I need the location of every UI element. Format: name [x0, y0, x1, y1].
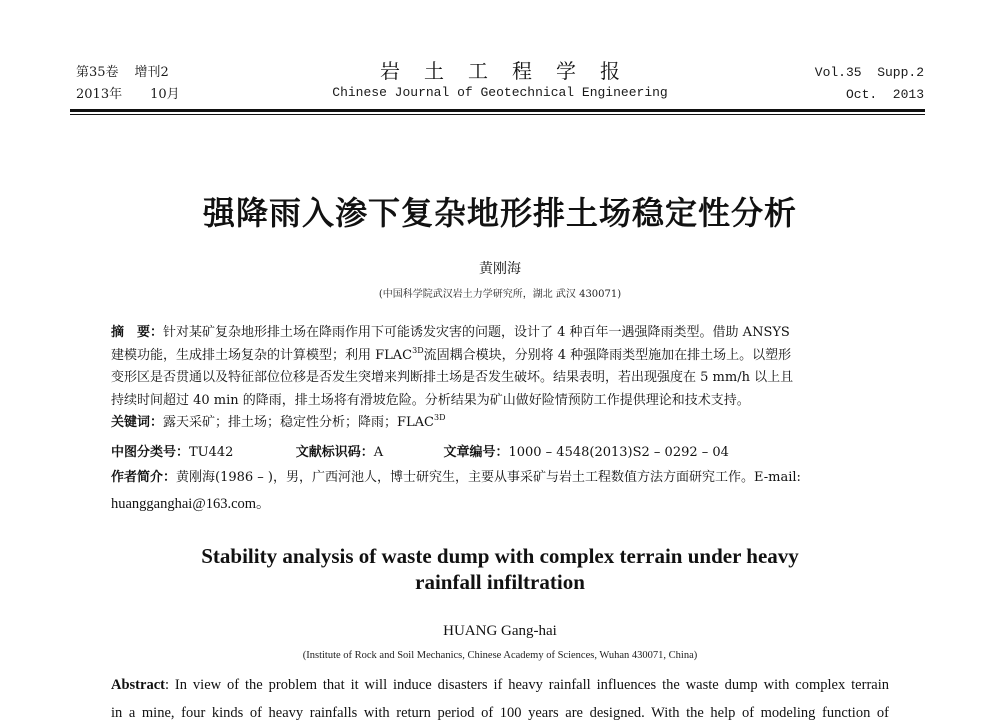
author-bio	[111, 465, 891, 517]
header-rule-thick	[70, 109, 925, 112]
abstract-label-cn: 摘 要：	[111, 325, 164, 340]
abstract-cn-line-2a: 建模功能，生成排土场复杂的计算模型；利用 FLAC	[111, 347, 413, 363]
journal-name-cn: 岩土工程学报	[380, 59, 644, 83]
classification-row	[111, 441, 729, 460]
author-en: HUANG Gang-hai	[443, 623, 557, 639]
keywords-cn: 露天采矿；排土场；稳定性分析；降雨；FLAC	[163, 415, 435, 430]
header-volume-info-en	[815, 62, 924, 106]
affiliation-en: (Institute of Rock and Soil Mechanics, Chinese Academy of Sciences, Wuhan 430071, China)	[302, 650, 698, 661]
header-volume-en: Vol.35 Supp.2	[814, 65, 924, 80]
superscript-3d: 3D	[412, 345, 424, 355]
keywords-superscript-3d: 3D	[434, 413, 446, 422]
header-volume-cn: 第35卷	[76, 65, 119, 80]
journal-name-en: Chinese Journal of Geotechnical Engineering	[332, 85, 668, 100]
article-title-en-line-2: rainfall infiltration	[415, 570, 585, 594]
abstract-en-line-1: : In view of the problem that it will induce disasters if heavy rainfall influences the waste dump with complex terrain	[164, 677, 889, 693]
article-title-en-line-1: Stability analysis of waste dump with complex terrain under heavy	[201, 544, 799, 568]
abstract-cn	[111, 322, 891, 435]
author-email: huangganghai@163.com。	[111, 496, 271, 512]
header-rule-thin	[70, 114, 925, 115]
bio-text: 黄刚海(1986 – )，男，广西河池人，博士研究生，主要从事采矿与岩土工程数值方法方面研究工作。E-mail:	[176, 470, 801, 485]
article-number-value: 1000 – 4548(2013)S2 – 0292 – 04	[508, 445, 729, 460]
header-issue-cn: 增刊2	[134, 65, 169, 80]
doc-code-label: 文献标识码：	[295, 445, 374, 460]
header-year-cn: 2013年	[76, 87, 123, 102]
article-title-en	[150, 543, 850, 595]
clc-label: 中图分类号：	[111, 445, 190, 460]
author-cn: 黄刚海	[479, 261, 521, 277]
abstract-label-en: Abstract	[111, 677, 165, 693]
doc-code-value: A	[373, 445, 384, 460]
abstract-en	[111, 671, 889, 727]
affiliation-cn: (中国科学院武汉岩土力学研究所，湖北 武汉 430071)	[378, 289, 622, 300]
article-number-label: 文章编号：	[443, 445, 509, 460]
clc-value: TU442	[189, 445, 234, 460]
abstract-cn-line-4: 持续时间超过 40 min 的降雨，排土场将有滑坡危险。分析结果为矿山做好险情预防工作提供理论和技术支持。	[111, 392, 750, 408]
abstract-cn-line-1: 针对某矿复杂地形排土场在降雨作用下可能诱发灾害的问题，设计了 4 种百年一遇强降雨类型。借助 ANSYS	[163, 325, 790, 340]
bio-label: 作者简介：	[111, 470, 177, 485]
abstract-cn-line-2b: 流固耦合模块，分别将 4 种强降雨类型施加在排土场上。以塑形	[423, 347, 792, 363]
abstract-en-line-2: in a mine, four kinds of heavy rainfalls with return period of 100 years are designed. With the help of modeling function of	[111, 705, 889, 721]
header-date-en: Oct. 2013	[845, 87, 924, 102]
header-issue-info	[76, 62, 180, 106]
keywords-label-cn: 关键词：	[111, 415, 164, 430]
article-title-cn: 强降雨入渗下复杂地形排土场稳定性分析	[202, 194, 797, 232]
header-month-cn: 10月	[150, 87, 180, 102]
header-journal-name	[330, 58, 670, 102]
abstract-cn-line-3: 变形区是否贯通以及特征部位位移是否发生突增来判断排土场是否发生破坏。结果表明，若出现强度在 5 mm/h 以上且	[111, 370, 794, 385]
